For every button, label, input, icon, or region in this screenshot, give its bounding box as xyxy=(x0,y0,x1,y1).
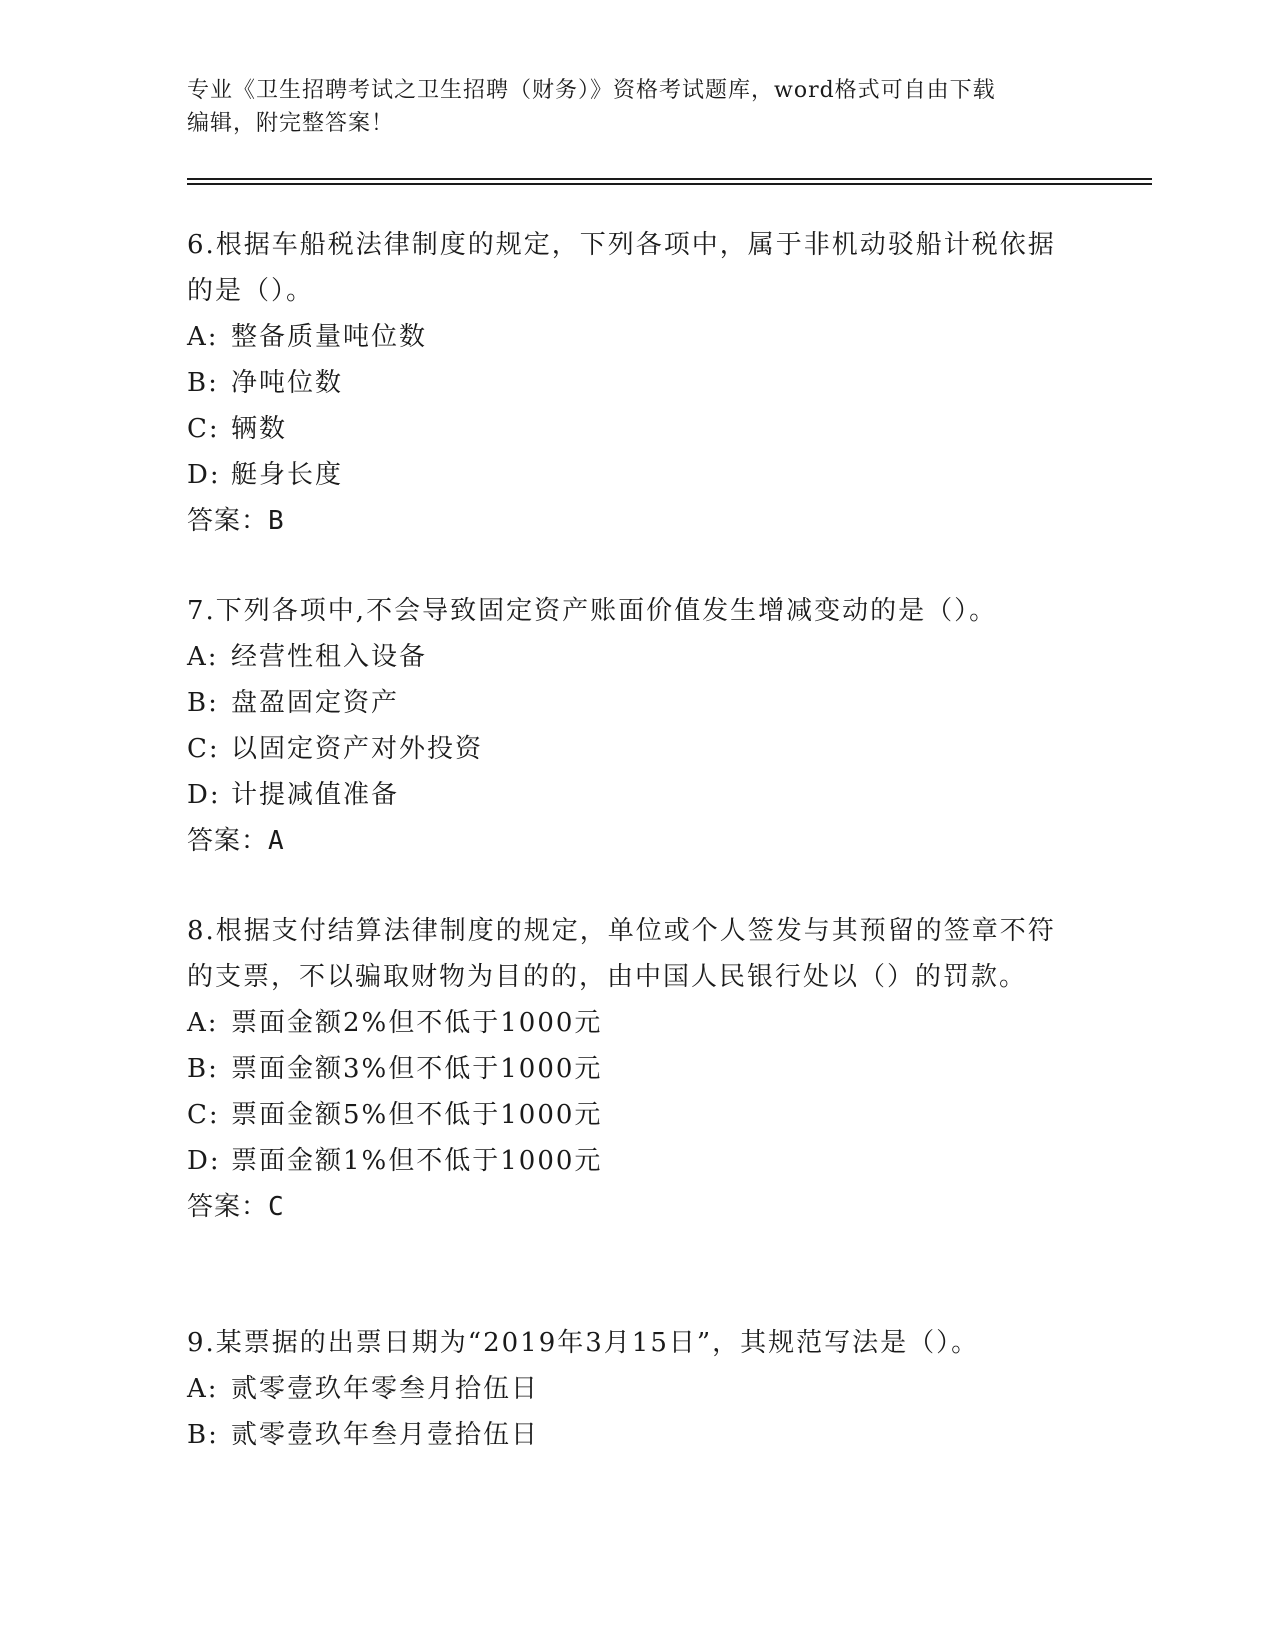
option-d xyxy=(187,452,1067,498)
answer-value: A xyxy=(268,826,285,856)
option-text: 净吨位数 xyxy=(231,368,344,398)
header-divider-top xyxy=(187,178,1152,180)
option-text: 艇身长度 xyxy=(231,460,344,490)
option-label: C: xyxy=(187,734,220,764)
question-7 xyxy=(187,588,1067,864)
document-header xyxy=(187,74,1077,140)
option-text: 辆数 xyxy=(231,414,288,444)
option-c xyxy=(187,1092,1067,1138)
option-label: B: xyxy=(187,688,219,718)
option-text: 票面金额5%但不低于1000元 xyxy=(231,1100,603,1130)
option-c xyxy=(187,726,1067,772)
answer xyxy=(187,498,1067,544)
header-divider-bottom xyxy=(187,183,1152,185)
option-label: B: xyxy=(187,368,219,398)
answer-label: 答案： xyxy=(187,506,269,536)
option-text: 计提减值准备 xyxy=(231,780,400,810)
question-8 xyxy=(187,908,1067,1230)
answer-label: 答案： xyxy=(187,826,269,856)
question-6 xyxy=(187,222,1067,544)
answer xyxy=(187,1184,1067,1230)
option-label: B: xyxy=(187,1420,219,1450)
question-9 xyxy=(187,1320,1067,1458)
option-b xyxy=(187,1412,1067,1458)
option-text: 票面金额3%但不低于1000元 xyxy=(231,1054,603,1084)
question-stem: 6.根据车船税法律制度的规定，下列各项中，属于非机动驳船计税依据的是（）。 xyxy=(187,230,1056,306)
option-text: 整备质量吨位数 xyxy=(231,322,428,352)
option-label: A: xyxy=(187,322,219,352)
option-text: 票面金额2%但不低于1000元 xyxy=(231,1008,603,1038)
header-line-1: 专业《卫生招聘考试之卫生招聘（财务）》资格考试题库，word格式可自由下载 xyxy=(187,78,996,103)
option-a xyxy=(187,1000,1067,1046)
header-line-2: 编辑，附完整答案！ xyxy=(187,111,395,136)
answer-value: C xyxy=(268,1192,285,1222)
option-label: A: xyxy=(187,642,219,672)
option-label: D: xyxy=(187,780,221,810)
option-text: 以固定资产对外投资 xyxy=(231,734,484,764)
option-d xyxy=(187,1138,1067,1184)
option-label: D: xyxy=(187,460,221,490)
option-label: B: xyxy=(187,1054,219,1084)
option-c xyxy=(187,406,1067,452)
option-a xyxy=(187,1366,1067,1412)
question-stem: 8.根据支付结算法律制度的规定，单位或个人签发与其预留的签章不符的支票，不以骗取财物为目的的，由中国人民银行处以（）的罚款。 xyxy=(187,916,1056,992)
option-text: 经营性租入设备 xyxy=(231,642,428,672)
option-label: C: xyxy=(187,1100,220,1130)
option-label: D: xyxy=(187,1146,221,1176)
answer xyxy=(187,818,1067,864)
option-label: C: xyxy=(187,414,220,444)
option-text: 盘盈固定资产 xyxy=(231,688,400,718)
answer-label: 答案： xyxy=(187,1192,269,1222)
answer-value: B xyxy=(268,506,285,536)
option-b xyxy=(187,1046,1067,1092)
option-b xyxy=(187,360,1067,406)
question-stem: 7.下列各项中,不会导致固定资产账面价值发生增减变动的是（）。 xyxy=(187,596,998,626)
option-text: 贰零壹玖年叁月壹拾伍日 xyxy=(231,1420,540,1450)
option-text: 贰零壹玖年零叁月拾伍日 xyxy=(231,1374,540,1404)
option-a xyxy=(187,314,1067,360)
option-a xyxy=(187,634,1067,680)
option-b xyxy=(187,680,1067,726)
option-label: A: xyxy=(187,1374,219,1404)
option-label: A: xyxy=(187,1008,219,1038)
question-stem: 9.某票据的出票日期为“2019年3月15日”，其规范写法是（）。 xyxy=(187,1328,980,1358)
option-text: 票面金额1%但不低于1000元 xyxy=(231,1146,603,1176)
option-d xyxy=(187,772,1067,818)
